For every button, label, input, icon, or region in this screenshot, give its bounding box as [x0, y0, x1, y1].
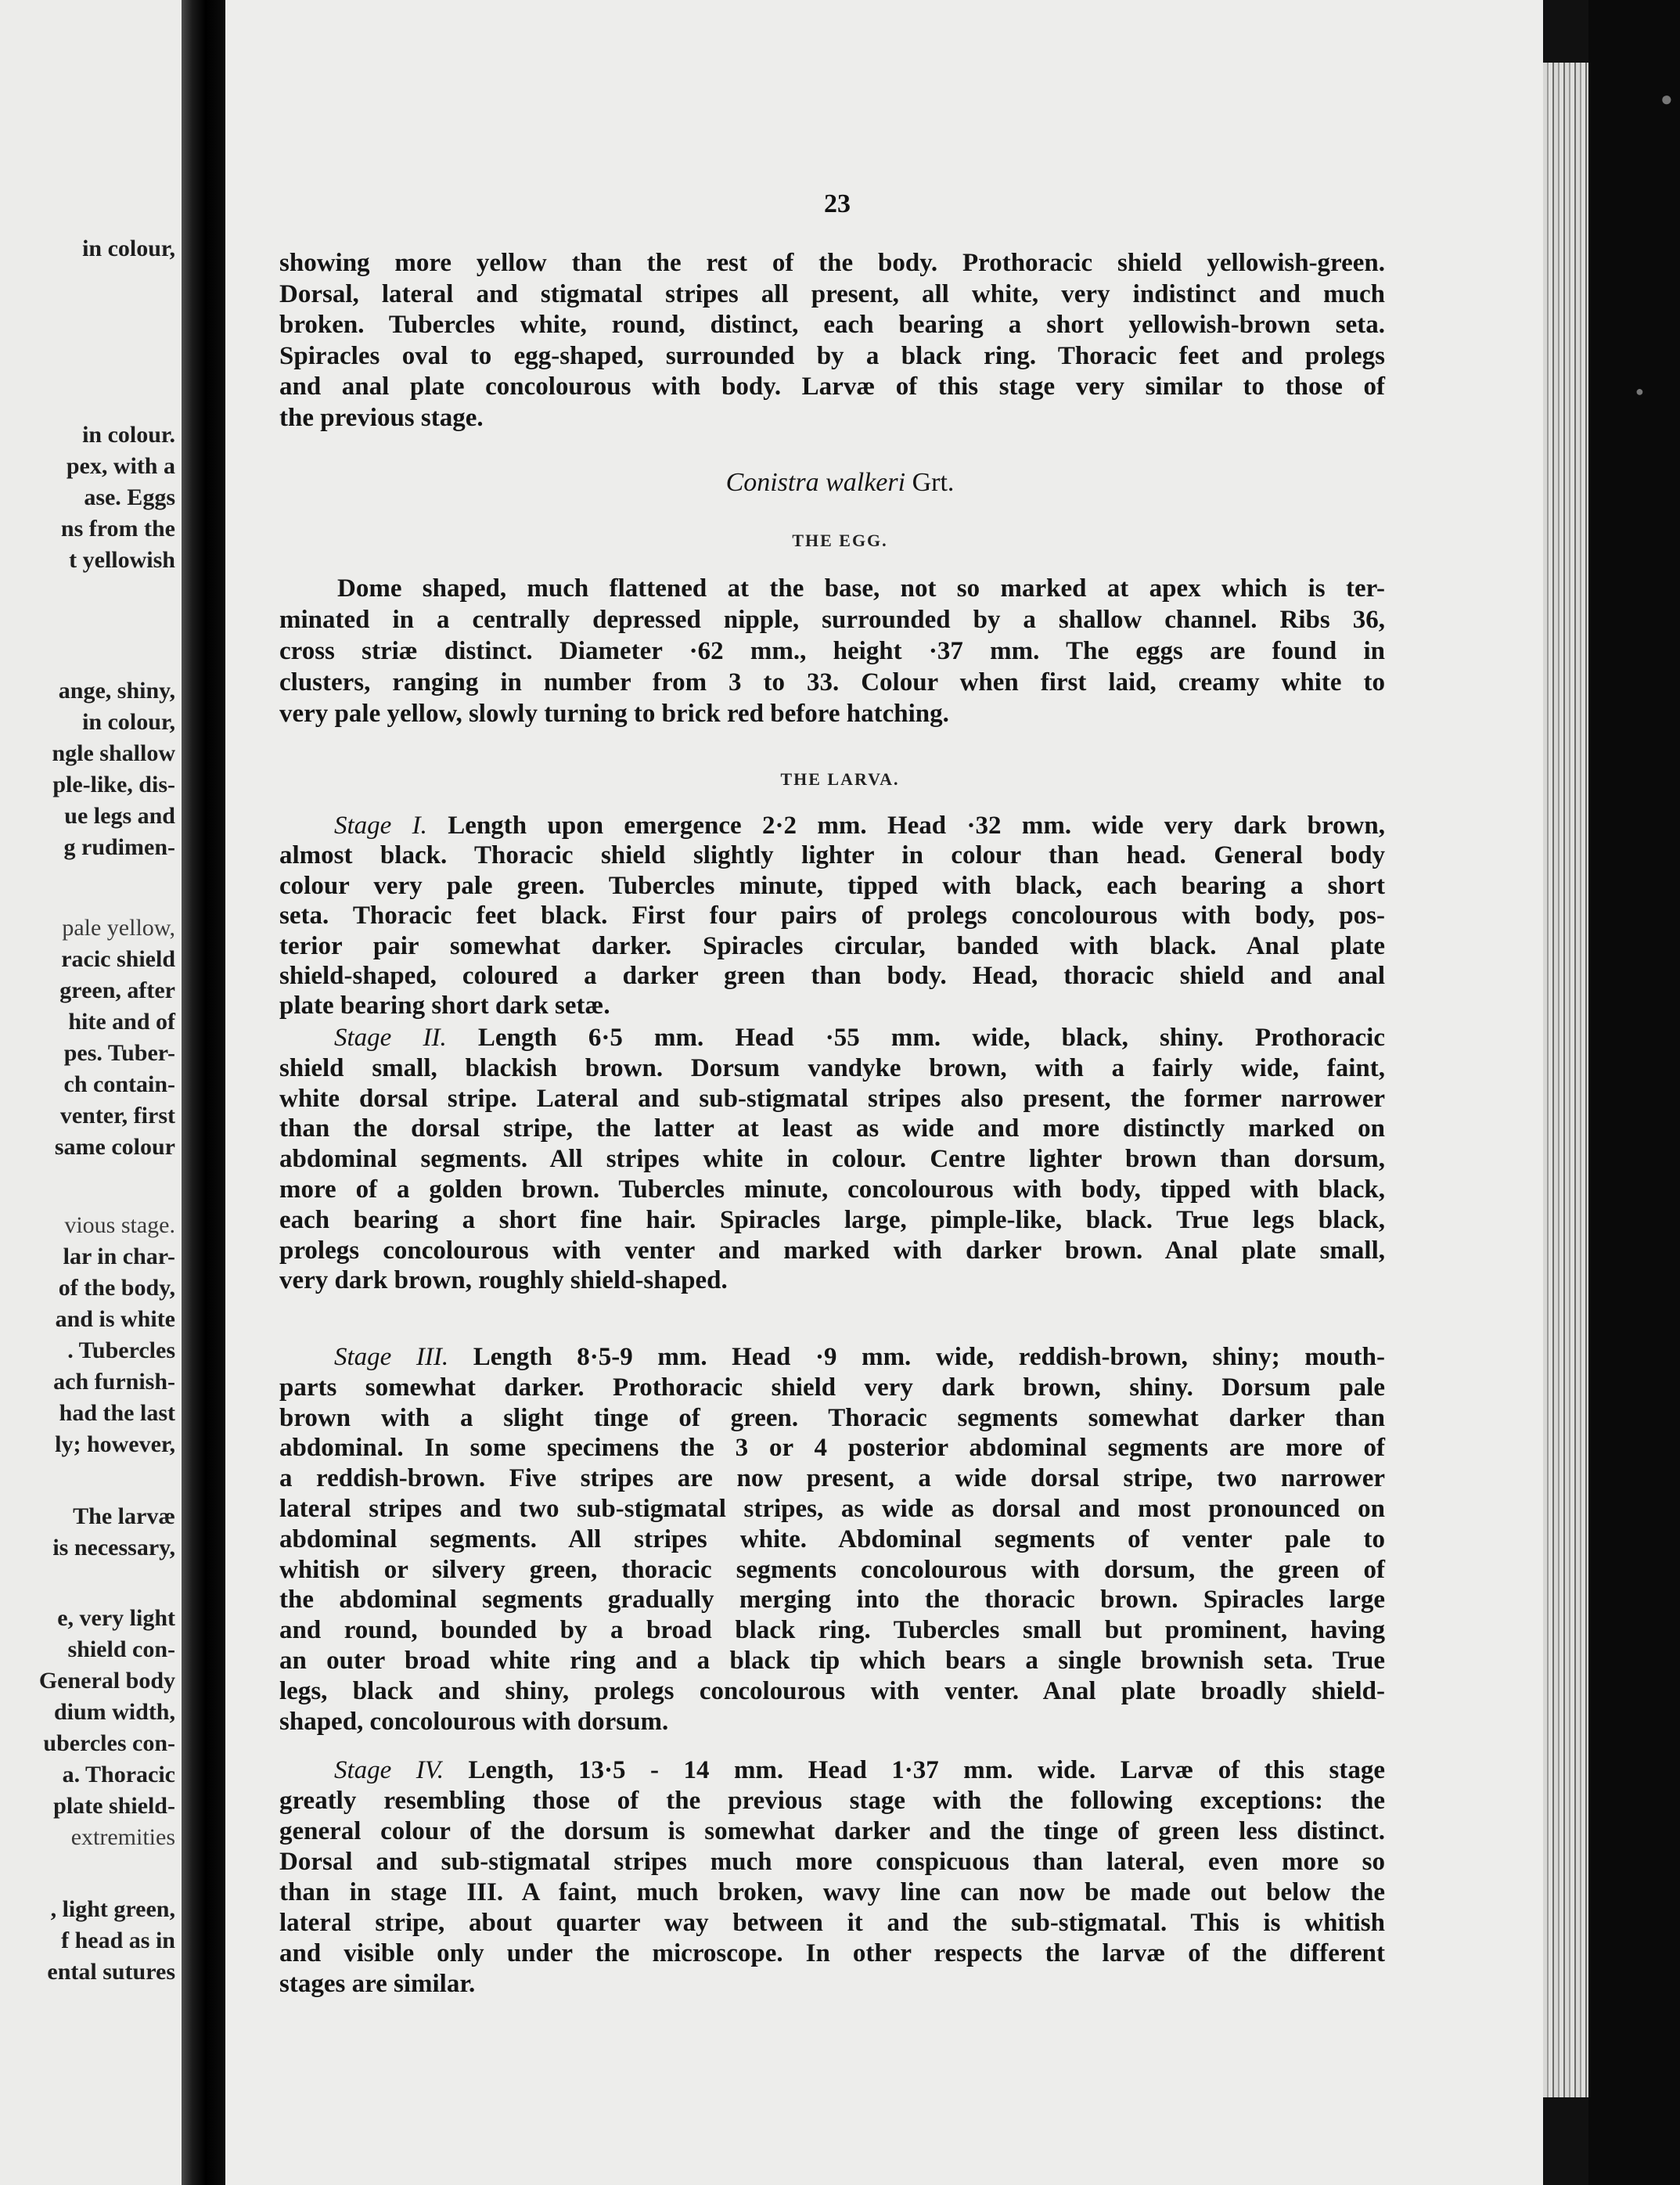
text-line	[279, 309, 1385, 340]
egg-text-line	[279, 635, 1385, 667]
stage-1-line	[279, 960, 1385, 992]
text-run: more of a golden brown. Tubercles minute, concolourous with body, tipped with black,	[279, 1175, 1385, 1204]
text-line	[279, 371, 1385, 402]
book-gutter	[182, 0, 225, 2185]
text-run: shield small, blackish brown. Dorsum vandyke brown, with a fairly wide, faint,	[279, 1053, 1385, 1082]
stage-3-line	[279, 1402, 1385, 1434]
egg-section-heading: THE EGG.	[792, 531, 888, 550]
left-page-text-fragment: extremities	[70, 1824, 175, 1850]
text-run: parts somewhat darker. Prothoracic shield very dark brown, shiny. Dorsum pale	[279, 1373, 1385, 1402]
text-run: plate bearing short dark setæ.	[279, 992, 610, 1021]
text-line	[279, 340, 1385, 372]
stage-4-line	[279, 1785, 1385, 1816]
left-page-text-fragment: and is white	[55, 1306, 175, 1332]
stage-2-line	[279, 1083, 1385, 1114]
left-page-text-fragment: , light green,	[50, 1896, 175, 1922]
egg-text-line	[279, 698, 1385, 729]
left-page-text-fragment: ngle shallow	[52, 740, 175, 766]
stage-2-line	[279, 1143, 1385, 1175]
text-run: abdominal segments. All stripes white. Abdominal segments of venter pale to	[279, 1524, 1385, 1553]
scan-speck: ●	[1660, 88, 1673, 110]
stage-1-first-line: Length upon emergence 2·2 mm. Head ·32 mm. wide very dark brown,	[448, 812, 1385, 840]
text-run: legs, black and shiny, prolegs concolourous with venter. Anal plate broadly shield-	[279, 1676, 1385, 1705]
stage-2-line	[279, 1265, 1385, 1296]
text-run: abdominal segments. All stripes white in colour. Centre lighter brown than dorsum,	[279, 1145, 1385, 1174]
stage-3-line	[279, 1341, 1385, 1373]
text-run: whitish or silvery green, thoracic segments concolourous with dorsum, the green of	[279, 1555, 1385, 1584]
stage-3-line	[279, 1706, 1385, 1737]
text-run: clusters, ranging in number from 3 to 33. Colour when first laid, creamy white to	[279, 668, 1385, 697]
left-page-text-fragment: t yellowish	[69, 547, 175, 573]
left-page-text-fragment: ch contain-	[63, 1071, 175, 1097]
stage-1-label: Stage I.	[334, 812, 448, 840]
left-page-text-fragment: e, very light	[57, 1605, 175, 1631]
text-line	[279, 247, 1385, 279]
text-run: Dome shaped, much flattened at the base, not so marked at apex which is ter-	[337, 574, 1385, 603]
stage-4-line	[279, 1907, 1385, 1938]
stage-2-line	[279, 1022, 1385, 1053]
text-run: each bearing a short fine hair. Spiracles large, pimple-like, black. True legs black,	[279, 1205, 1385, 1234]
text-run: than in stage III. A faint, much broken, wavy line can now be made out below the	[279, 1878, 1385, 1906]
text-run: white dorsal stripe. Lateral and sub-stigmatal stripes also present, the former narrower	[279, 1084, 1385, 1113]
left-page-text-fragment: The larvæ	[73, 1503, 175, 1529]
scan-speck: ●	[1635, 383, 1644, 399]
stage-3-line	[279, 1463, 1385, 1494]
left-page-text-fragment: pex, with a	[66, 453, 175, 479]
left-page-text-fragment: f head as in	[61, 1928, 175, 1953]
stage-1-line	[279, 990, 1385, 1021]
text-run: very pale yellow, slowly turning to brick red before hatching.	[279, 700, 949, 728]
text-run: shaped, concolourous with dorsum.	[279, 1707, 669, 1736]
left-page-text-fragment: racic shield	[61, 946, 175, 972]
page-number: 23	[824, 189, 851, 218]
text-line	[279, 279, 1385, 310]
left-facing-page	[0, 0, 182, 2185]
left-page-text-fragment: ase. Eggs	[84, 484, 175, 510]
left-page-text-fragment: pes. Tuber-	[63, 1040, 175, 1066]
text-run: lateral stripes and two sub-stigmatal stripes, as wide as dorsal and most pronounced on	[279, 1495, 1385, 1523]
stage-3-label: Stage III.	[334, 1343, 473, 1371]
egg-text-line	[279, 604, 1385, 635]
stage-3-line	[279, 1645, 1385, 1676]
stage-3-line	[279, 1554, 1385, 1586]
text-run: terior pair somewhat darker. Spiracles circular, banded with black. Anal plate	[279, 931, 1385, 960]
text-run: the previous stage.	[279, 403, 484, 432]
stage-3-line	[279, 1493, 1385, 1524]
left-page-text-fragment: same colour	[54, 1134, 175, 1160]
left-page-text-fragment: hite and of	[68, 1009, 175, 1035]
text-line	[279, 402, 1385, 434]
stage-3-line	[279, 1524, 1385, 1555]
left-page-text-fragment: . Tubercles	[67, 1337, 175, 1363]
text-run: an outer broad white ring and a black tip which bears a single brownish seta. True	[279, 1647, 1385, 1675]
left-page-text-fragment: ple-like, dis-	[52, 772, 175, 797]
left-page-text-fragment: shield con-	[67, 1636, 175, 1662]
stage-1-line	[279, 840, 1385, 871]
left-page-text-fragment: in colour.	[82, 422, 175, 448]
text-run: almost black. Thoracic shield slightly lighter in colour than head. General body	[279, 841, 1385, 870]
stage-4-line	[279, 1938, 1385, 1969]
text-run: shield-shaped, coloured a darker green than body. Head, thoracic shield and anal	[279, 962, 1385, 990]
text-run: general colour of the dorsum is somewhat darker and the tinge of green less distinct.	[279, 1817, 1385, 1845]
text-run: Spiracles oval to egg-shaped, surrounded by a black ring. Thoracic feet and prolegs	[279, 341, 1385, 370]
stage-2-label: Stage II.	[334, 1024, 478, 1052]
stage-3-line	[279, 1432, 1385, 1463]
species-heading	[0, 468, 1680, 498]
text-run: cross striæ distinct. Diameter ·62 mm., height ·37 mm. The eggs are found in	[279, 637, 1385, 665]
text-run: and round, bounded by a broad black ring. Tubercles small but prominent, having	[279, 1616, 1385, 1645]
left-page-text-fragment: had the last	[59, 1400, 175, 1426]
left-page-text-fragment: dium width,	[53, 1699, 175, 1725]
stage-2-line	[279, 1113, 1385, 1144]
stage-1-line	[279, 810, 1385, 841]
left-page-text-fragment: plate shield-	[53, 1793, 175, 1819]
left-page-text-fragment: vious stage.	[64, 1212, 175, 1238]
text-run: seta. Thoracic feet black. First four pairs of prolegs concolourous with body, pos-	[279, 902, 1385, 931]
text-run: brown with a slight tinge of green. Thoracic segments somewhat darker than	[279, 1403, 1385, 1432]
text-run: colour very pale green. Tubercles minute, tipped with black, each bearing a short	[279, 871, 1385, 900]
text-run: the abdominal segments gradually merging into the thoracic brown. Spiracles large	[279, 1586, 1385, 1614]
text-run: showing more yellow than the rest of the body. Prothoracic shield yellowish-green.	[279, 249, 1385, 277]
stage-3-line	[279, 1372, 1385, 1403]
species-name: Conistra walkeri	[725, 468, 906, 497]
text-run: Dorsal and sub-stigmatal stripes much more conspicuous than lateral, even more so	[279, 1848, 1385, 1876]
text-run: Dorsal, lateral and stigmatal stripes all present, all white, very indistinct and much	[279, 279, 1385, 308]
stage-3-line	[279, 1614, 1385, 1646]
stage-2-line	[279, 1174, 1385, 1205]
stage-1-line	[279, 931, 1385, 962]
left-page-text-fragment: ach furnish-	[53, 1369, 175, 1395]
left-page-text-fragment: is necessary,	[52, 1535, 175, 1560]
stage-4-line	[279, 1877, 1385, 1908]
text-run: and visible only under the microscope. In other respects the larvæ of the different	[279, 1939, 1385, 1967]
stage-1-line	[279, 870, 1385, 902]
left-page-text-fragment: ubercles con-	[43, 1730, 175, 1756]
left-page-text-fragment: ental sutures	[47, 1959, 175, 1985]
left-page-text-fragment: in colour,	[82, 236, 175, 261]
left-page-text-fragment: General body	[38, 1668, 175, 1694]
stage-2-line	[279, 1053, 1385, 1084]
left-page-text-fragment: of the body,	[58, 1275, 175, 1301]
left-page-text-fragment: lar in char-	[63, 1244, 175, 1269]
stage-3-first-line: Length 8·5-9 mm. Head ·9 mm. wide, reddish-brown, shiny; mouth-	[473, 1343, 1385, 1371]
larva-section-heading: THE LARVA.	[780, 769, 900, 789]
text-run: very dark brown, roughly shield-shaped.	[279, 1266, 728, 1295]
left-page-text-fragment: ue legs and	[64, 803, 175, 829]
stage-2-line	[279, 1235, 1385, 1266]
egg-text-line	[279, 667, 1385, 698]
stage-4-line	[279, 1846, 1385, 1877]
page-edge-stack	[1543, 63, 1588, 2097]
left-page-text-fragment: a. Thoracic	[62, 1762, 175, 1787]
egg-text-line	[279, 573, 1385, 604]
text-run: prolegs concolourous with venter and marked with darker brown. Anal plate small,	[279, 1236, 1385, 1265]
text-run: and anal plate concolourous with body. Larvæ of this stage very similar to those of	[279, 373, 1385, 401]
text-run: abdominal. In some specimens the 3 or 4 posterior abdominal segments are more of	[279, 1434, 1385, 1463]
left-page-text-fragment: ns from the	[60, 516, 175, 542]
stage-2-line	[279, 1204, 1385, 1236]
left-page-text-fragment: ange, shiny,	[58, 678, 175, 704]
left-page-text-fragment: g rudimen-	[63, 834, 175, 860]
text-run: greatly resembling those of the previous stage with the following exceptions: the	[279, 1787, 1385, 1815]
left-page-text-fragment: venter, first	[59, 1103, 175, 1128]
left-page-text-fragment: green, after	[59, 977, 175, 1003]
stage-1-line	[279, 900, 1385, 931]
stage-4-first-line: Length, 13·5 - 14 mm. Head 1·37 mm. wide. Larvæ of this stage	[468, 1756, 1385, 1784]
text-run: minated in a centrally depressed nipple, surrounded by a shallow channel. Ribs 36,	[279, 606, 1385, 634]
text-run: than the dorsal stripe, the latter at least as wide and more distinctly marked on	[279, 1114, 1385, 1143]
species-author: Grt.	[912, 468, 955, 497]
left-page-text-fragment: pale yellow,	[62, 915, 175, 941]
stage-3-line	[279, 1584, 1385, 1615]
left-page-text-fragment: ly; however,	[55, 1431, 175, 1457]
text-run: lateral stripe, about quarter way between it and the sub-stigmatal. This is whitish	[279, 1909, 1385, 1937]
text-run: a reddish-brown. Five stripes are now present, a wide dorsal stripe, two narrower	[279, 1464, 1385, 1493]
scan-background-right	[1588, 0, 1680, 2185]
left-page-text-fragment: in colour,	[82, 709, 175, 735]
stage-4-line	[279, 1755, 1385, 1786]
stage-4-line	[279, 1816, 1385, 1847]
stage-3-line	[279, 1676, 1385, 1707]
stage-4-line	[279, 1968, 1385, 2000]
stage-4-label: Stage IV.	[334, 1756, 469, 1784]
text-run: broken. Tubercles white, round, distinct, each bearing a short yellowish-brown seta.	[279, 311, 1385, 339]
text-run: stages are similar.	[279, 1970, 476, 1998]
stage-2-first-line: Length 6·5 mm. Head ·55 mm. wide, black, shiny. Prothoracic	[477, 1024, 1385, 1052]
